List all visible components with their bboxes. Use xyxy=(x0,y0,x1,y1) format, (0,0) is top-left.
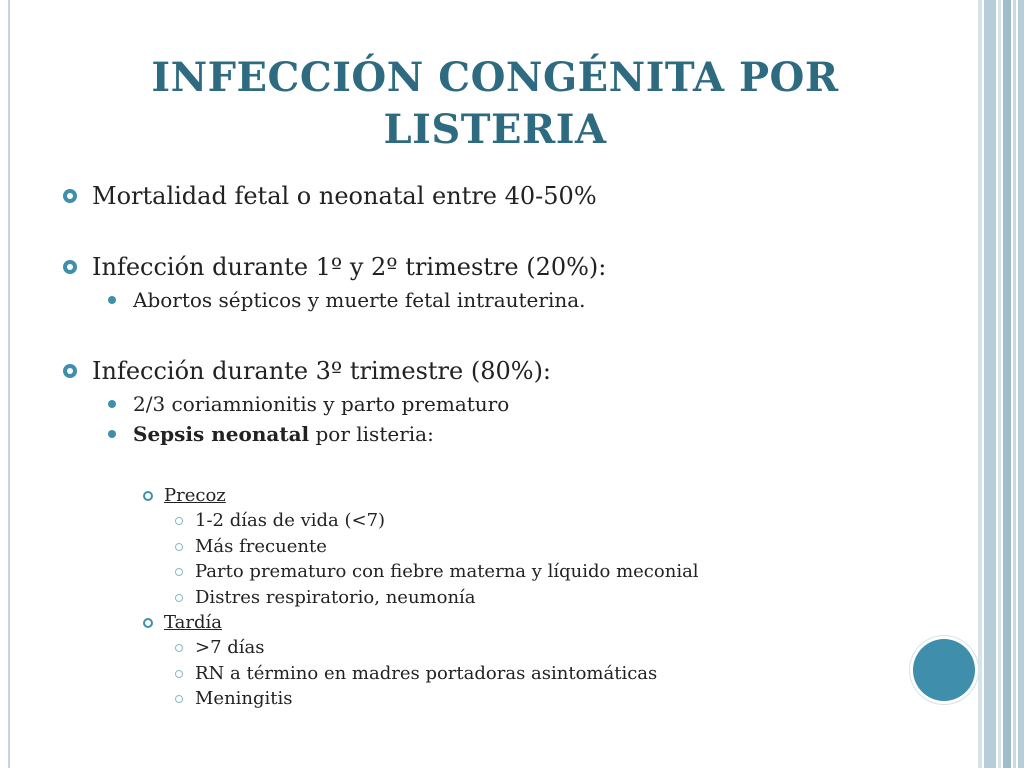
group-heading xyxy=(60,610,940,635)
list-item-text: Parto prematuro con fiebre materna y líquido meconial xyxy=(195,561,699,582)
list-item-text: 1-2 días de vida (<7) xyxy=(195,510,386,531)
bullet-ring-icon xyxy=(175,670,183,678)
bullet-ring-icon xyxy=(175,568,183,576)
bullet-text: Mortalidad fetal o neonatal entre 40-50% xyxy=(92,182,597,210)
bullet-ring-icon xyxy=(175,594,183,602)
list-item-text: Meningitis xyxy=(195,688,293,709)
list-item xyxy=(60,559,940,585)
bullet-ring-icon xyxy=(175,543,183,551)
bullet-text: Infección durante 1º y 2º trimestre (20%): xyxy=(92,253,607,281)
bullet-ring-icon xyxy=(63,364,77,378)
bullet-ring-icon xyxy=(143,618,153,628)
bullet-ring-icon xyxy=(63,189,77,203)
sub-bullet-item xyxy=(60,389,940,419)
bullet-ring-icon xyxy=(143,491,153,501)
right-decorative-stripes xyxy=(978,0,1024,768)
stripe xyxy=(998,0,1001,768)
bullet-ring-icon xyxy=(175,695,183,703)
sub-bullet-item xyxy=(60,285,940,315)
slide-title: INFECCIÓN CONGÉNITA POR LISTERIA xyxy=(151,54,839,153)
sub-bullet-text: 2/3 coriamnionitis y parto prematuro xyxy=(133,392,510,416)
bullet-item xyxy=(60,178,940,214)
list-item xyxy=(60,534,940,560)
list-item xyxy=(60,661,940,687)
sub-bullet-text: Abortos sépticos y muerte fetal intrauterina. xyxy=(133,288,586,312)
list-item xyxy=(60,508,940,534)
slide-content xyxy=(60,178,940,712)
list-item-text: RN a término en madres portadoras asintomáticas xyxy=(195,662,658,684)
bullet-dot-icon xyxy=(108,430,116,438)
group-label-tardia: Tardía xyxy=(164,612,222,633)
bullet-ring-icon xyxy=(175,517,183,525)
list-item-text: Distres respiratorio, neumonía xyxy=(195,586,476,608)
bullet-ring-icon xyxy=(175,644,183,652)
stripe xyxy=(984,0,996,768)
sub-bullet-bold-text: Sepsis neonatal xyxy=(133,422,310,446)
bullet-text: Infección durante 3º trimestre (80%): xyxy=(92,357,552,385)
group-label-precoz: Precoz xyxy=(164,485,226,506)
bullet-ring-icon xyxy=(63,260,77,274)
stripe xyxy=(978,0,982,768)
group-heading xyxy=(60,483,940,508)
list-item-text: Más frecuente xyxy=(195,535,327,557)
list-item xyxy=(60,585,940,611)
bullet-dot-icon xyxy=(108,400,116,408)
bullet-dot-icon xyxy=(108,296,116,304)
stripe xyxy=(1003,0,1011,768)
list-item xyxy=(60,635,940,661)
stripe xyxy=(1013,0,1016,768)
sub-bullet-item xyxy=(60,419,940,449)
sub-bullet-text: por listeria: xyxy=(309,422,434,446)
list-item-text: >7 días xyxy=(195,637,265,658)
bullet-item xyxy=(60,249,940,285)
list-item xyxy=(60,686,940,712)
left-border-line xyxy=(8,0,10,768)
bullet-item xyxy=(60,353,940,389)
stripe xyxy=(1018,0,1024,768)
